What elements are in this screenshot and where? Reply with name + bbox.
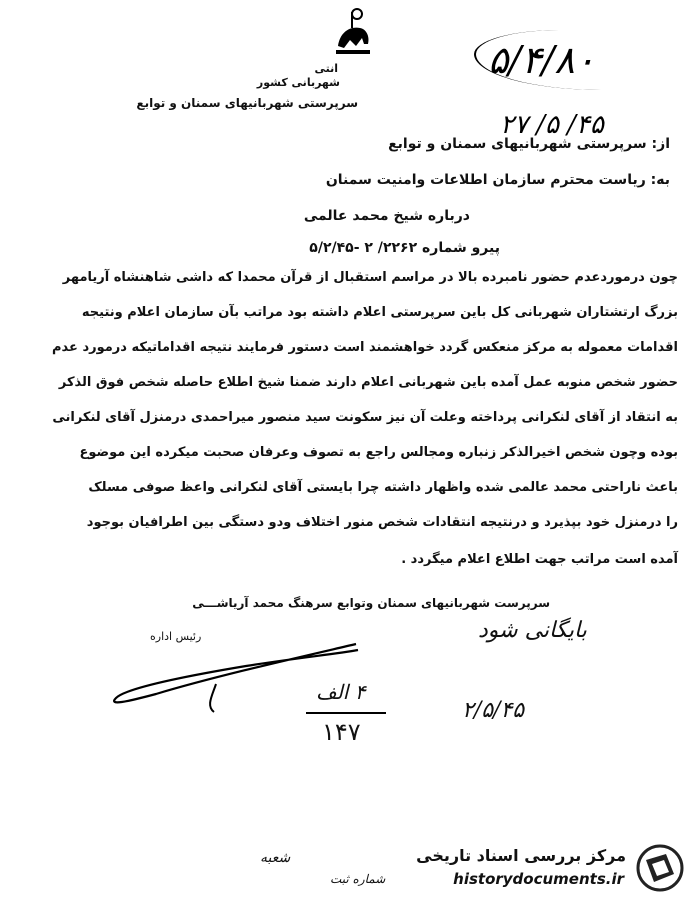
archive-logo-icon [634, 844, 686, 892]
body-line: باعث ناراحتی محمد عالمی شده واظهار داشته چرا بایستی آقای لنکرانی واعظ صوفی مسلک [88, 480, 678, 495]
closing-signature-line: سرپرست شهربانیهای سمنان وتوابع سرهنگ محمد آریاشـــی [192, 596, 550, 610]
center-handwritten-note: ۴ الف [316, 680, 366, 704]
body-line: بزرگ ارتشتاران شهربانی کل باین سرپرستی اعلام داشته بود مراتب بآن سازمان اعلام ونتیجه [81, 305, 678, 320]
right-handwritten-note: بایگانی شود [478, 618, 587, 643]
bottom-mark-2: شماره ثبت [330, 872, 386, 886]
center-handwritten-number: ۱۴۷ [322, 718, 361, 746]
body-line: حضور شخص منوبه عمل آمده باین شهربانی اعلام دارند ضمنا شیخ اطلاع حاصله شخص فوق الذکر [58, 375, 678, 390]
bottom-mark-1: شعبه [260, 850, 291, 866]
lion-and-sun-emblem-icon [330, 6, 376, 62]
center-divider [306, 712, 386, 714]
header-office: سرپرستی شهربانیهای سمنان و توابع [136, 96, 358, 110]
header-line-1: انتی [314, 62, 338, 75]
memo-reference: پیرو شماره ۲۲۶۲/ ۲ -۵/۲/۴۵ [309, 240, 500, 256]
watermark-url: historydocuments.ir [453, 870, 624, 888]
body-line: اقدامات معموله به مرکز منعکس گردد خواهشمند است دستور فرمایند نتیجه اقداماتیکه درمورد عدم [52, 340, 678, 355]
memo-to: به: ریاست محترم سازمان اطلاعات وامنیت سمنان [325, 172, 670, 188]
handwritten-number: ۵/۴/۸۰ [488, 38, 596, 82]
right-handwritten-date: ۲/۵/۴۵ [462, 698, 525, 723]
signature-label: رئیس اداره [150, 630, 202, 643]
handwritten-date: ۲۷ /۵ /۴۵ [500, 110, 604, 140]
memo-from: از: سرپرستی شهربانیهای سمنان و توابع [388, 136, 670, 152]
watermark [416, 840, 694, 896]
watermark-title: مرکز بررسی اسناد تاریخی [416, 846, 626, 865]
body-line: به انتقاد از آقای لنکرانی پرداخته وعلت آن نیز سکونت سید منصور میراحمدی درمنزل آقای لنکرانی [52, 410, 678, 425]
body-line: را درمنزل خود بپذیرد و درنتیجه انتقادات شخص منور اختلاف ودو دستگی بین اطرافیان بوجود [86, 515, 678, 530]
header-ministry: شهربانی کشور [256, 76, 340, 89]
body-line: بوده وچون شخص اخیرالذکر زنباره ومجالس راجع به تصوف وعرفان صحبت میکرده این موضوع [79, 445, 678, 460]
handwritten-signature-icon [96, 636, 366, 716]
body-line: آمده است مراتب جهت اطلاع اعلام میگردد . [401, 552, 678, 567]
memo-subject: درباره شیخ محمد عالمی [303, 208, 470, 224]
body-line: چون درموردعدم حضور نامبرده بالا در مراسم استقبال از قرآن محمدا که داشی شاهنشاه آریامهر [62, 270, 678, 285]
